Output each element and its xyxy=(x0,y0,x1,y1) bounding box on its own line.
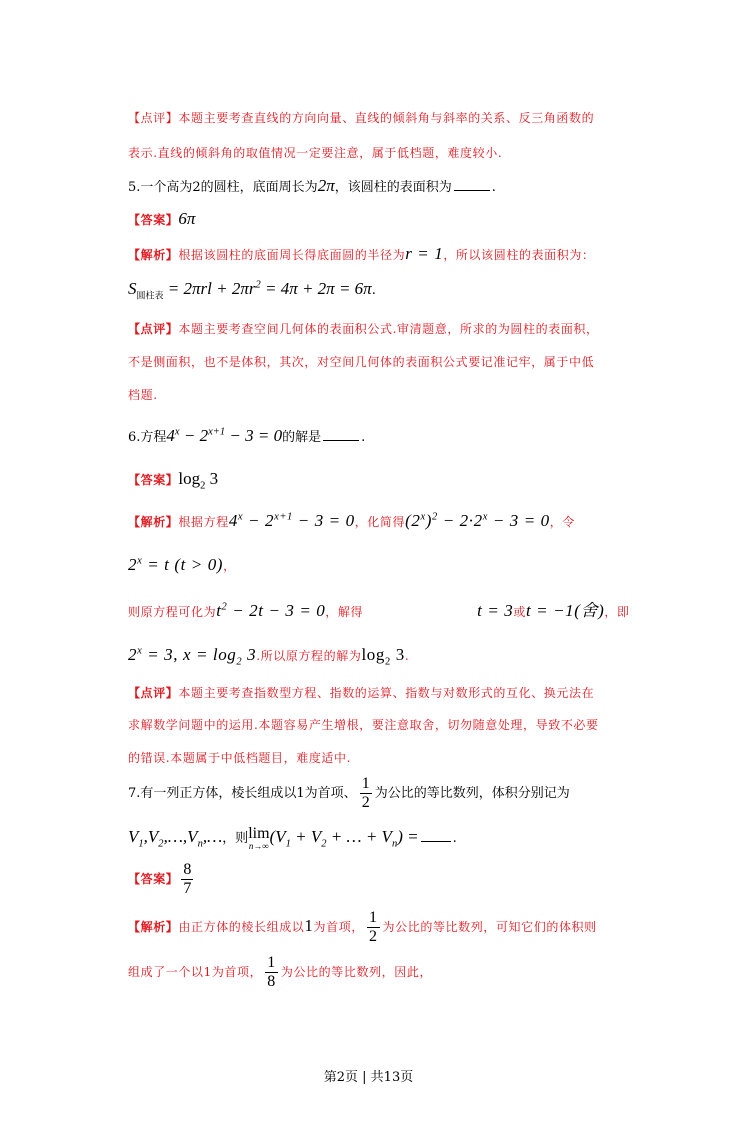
analysis-5-formula: $S_{圆柱表} = 2\pi rl + 2\pi r^2 = 4\pi + 2\pi = 6\pi$. xyxy=(128,279,376,302)
answer-6: 【答案】$\log_2 3$ xyxy=(128,469,219,492)
comment-line-2: 表示.直线的倾斜角的取值情况一定要注意，属于低档题，难度较小. xyxy=(128,146,503,160)
comment-5-line-1: 【点评】本题主要考查空间几何体的表面积公式.审清题意，所求的为圆柱的表面积， xyxy=(128,322,599,336)
analysis-6-line-3: 则原方程可化为$t^2 - 2t - 3 = 0$，解得 t = 3或t = −1(舍)，即 xyxy=(128,601,630,620)
analysis-6-line-2: $2^x = t$ (t > 0)， xyxy=(128,555,236,574)
question-7-line-1: 7.有一列正方体，棱长组成以1为首项、 $\frac{1}{2}$ 为公比的等比数列，体积分别记为 xyxy=(128,775,570,811)
comment-6-line-3: 的错误.本题属于中低档题目，难度适中. xyxy=(128,751,352,765)
answer-5: 【答案】6π xyxy=(128,209,196,228)
analysis-6-line-1: 【解析】根据方程$4^x - 2^{x+1} - 3 = 0$，化简得$(2^x)^2 - 2\cdot 2^x - 3 = 0$，令 xyxy=(128,511,575,530)
comment-5-line-2: 不是侧面积，也不是体积，其次，对空间几何体的表面积公式要记准记牢，属于中低 xyxy=(128,355,595,369)
comment-6-line-1: 【点评】本题主要考查指数型方程、指数的运算、指数与对数形式的互化、换元法在 xyxy=(128,686,595,700)
comment-6-line-2: 求解数学问题中的运用.本题容易产生增根，要注意取舍，切勿随意处理，导致不必要 xyxy=(128,718,599,732)
comment-5-line-3: 档题. xyxy=(128,388,158,402)
answer-7: 【答案】 $\frac{8}{7}$ xyxy=(128,861,192,897)
analysis-7-line-1: 【解析】由正方体的棱长组成以1为首项， $\frac{1}{2}$ 为公比的等比数列，可知它们的体积则 xyxy=(128,909,597,945)
question-6: 6.方程$4^x - 2^{x+1} - 3 = 0$的解是 . xyxy=(128,426,366,445)
analysis-5: 【解析】根据该圆柱的底面周长得底面圆的半径为r = 1，所以该圆柱的表面积为： xyxy=(128,244,595,263)
comment-line-1: 【点评】本题主要考查直线的方向向量、直线的倾斜角与斜率的关系、反三角函数的 xyxy=(128,111,595,125)
question-5: 5.一个高为2的圆柱，底面周长为2π，该圆柱的表面积为 . xyxy=(128,176,496,195)
page-footer: 第2页 | 共13页 xyxy=(323,1070,414,1085)
analysis-6-line-4: $2^x = 3$, $x = \log_2 3$.所以原方程的解为$\log_2 3$. xyxy=(128,645,410,668)
question-7-line-2: $V_1,V_2,\dots,V_n,\dots$，则lim n→∞ ($V_1 + V_2$ + … + $V_n$) = . xyxy=(128,825,457,851)
analysis-7-line-2: 组成了一个以1为首项， $\frac{1}{8}$ 为公比的等比数列，因此， xyxy=(128,954,433,990)
